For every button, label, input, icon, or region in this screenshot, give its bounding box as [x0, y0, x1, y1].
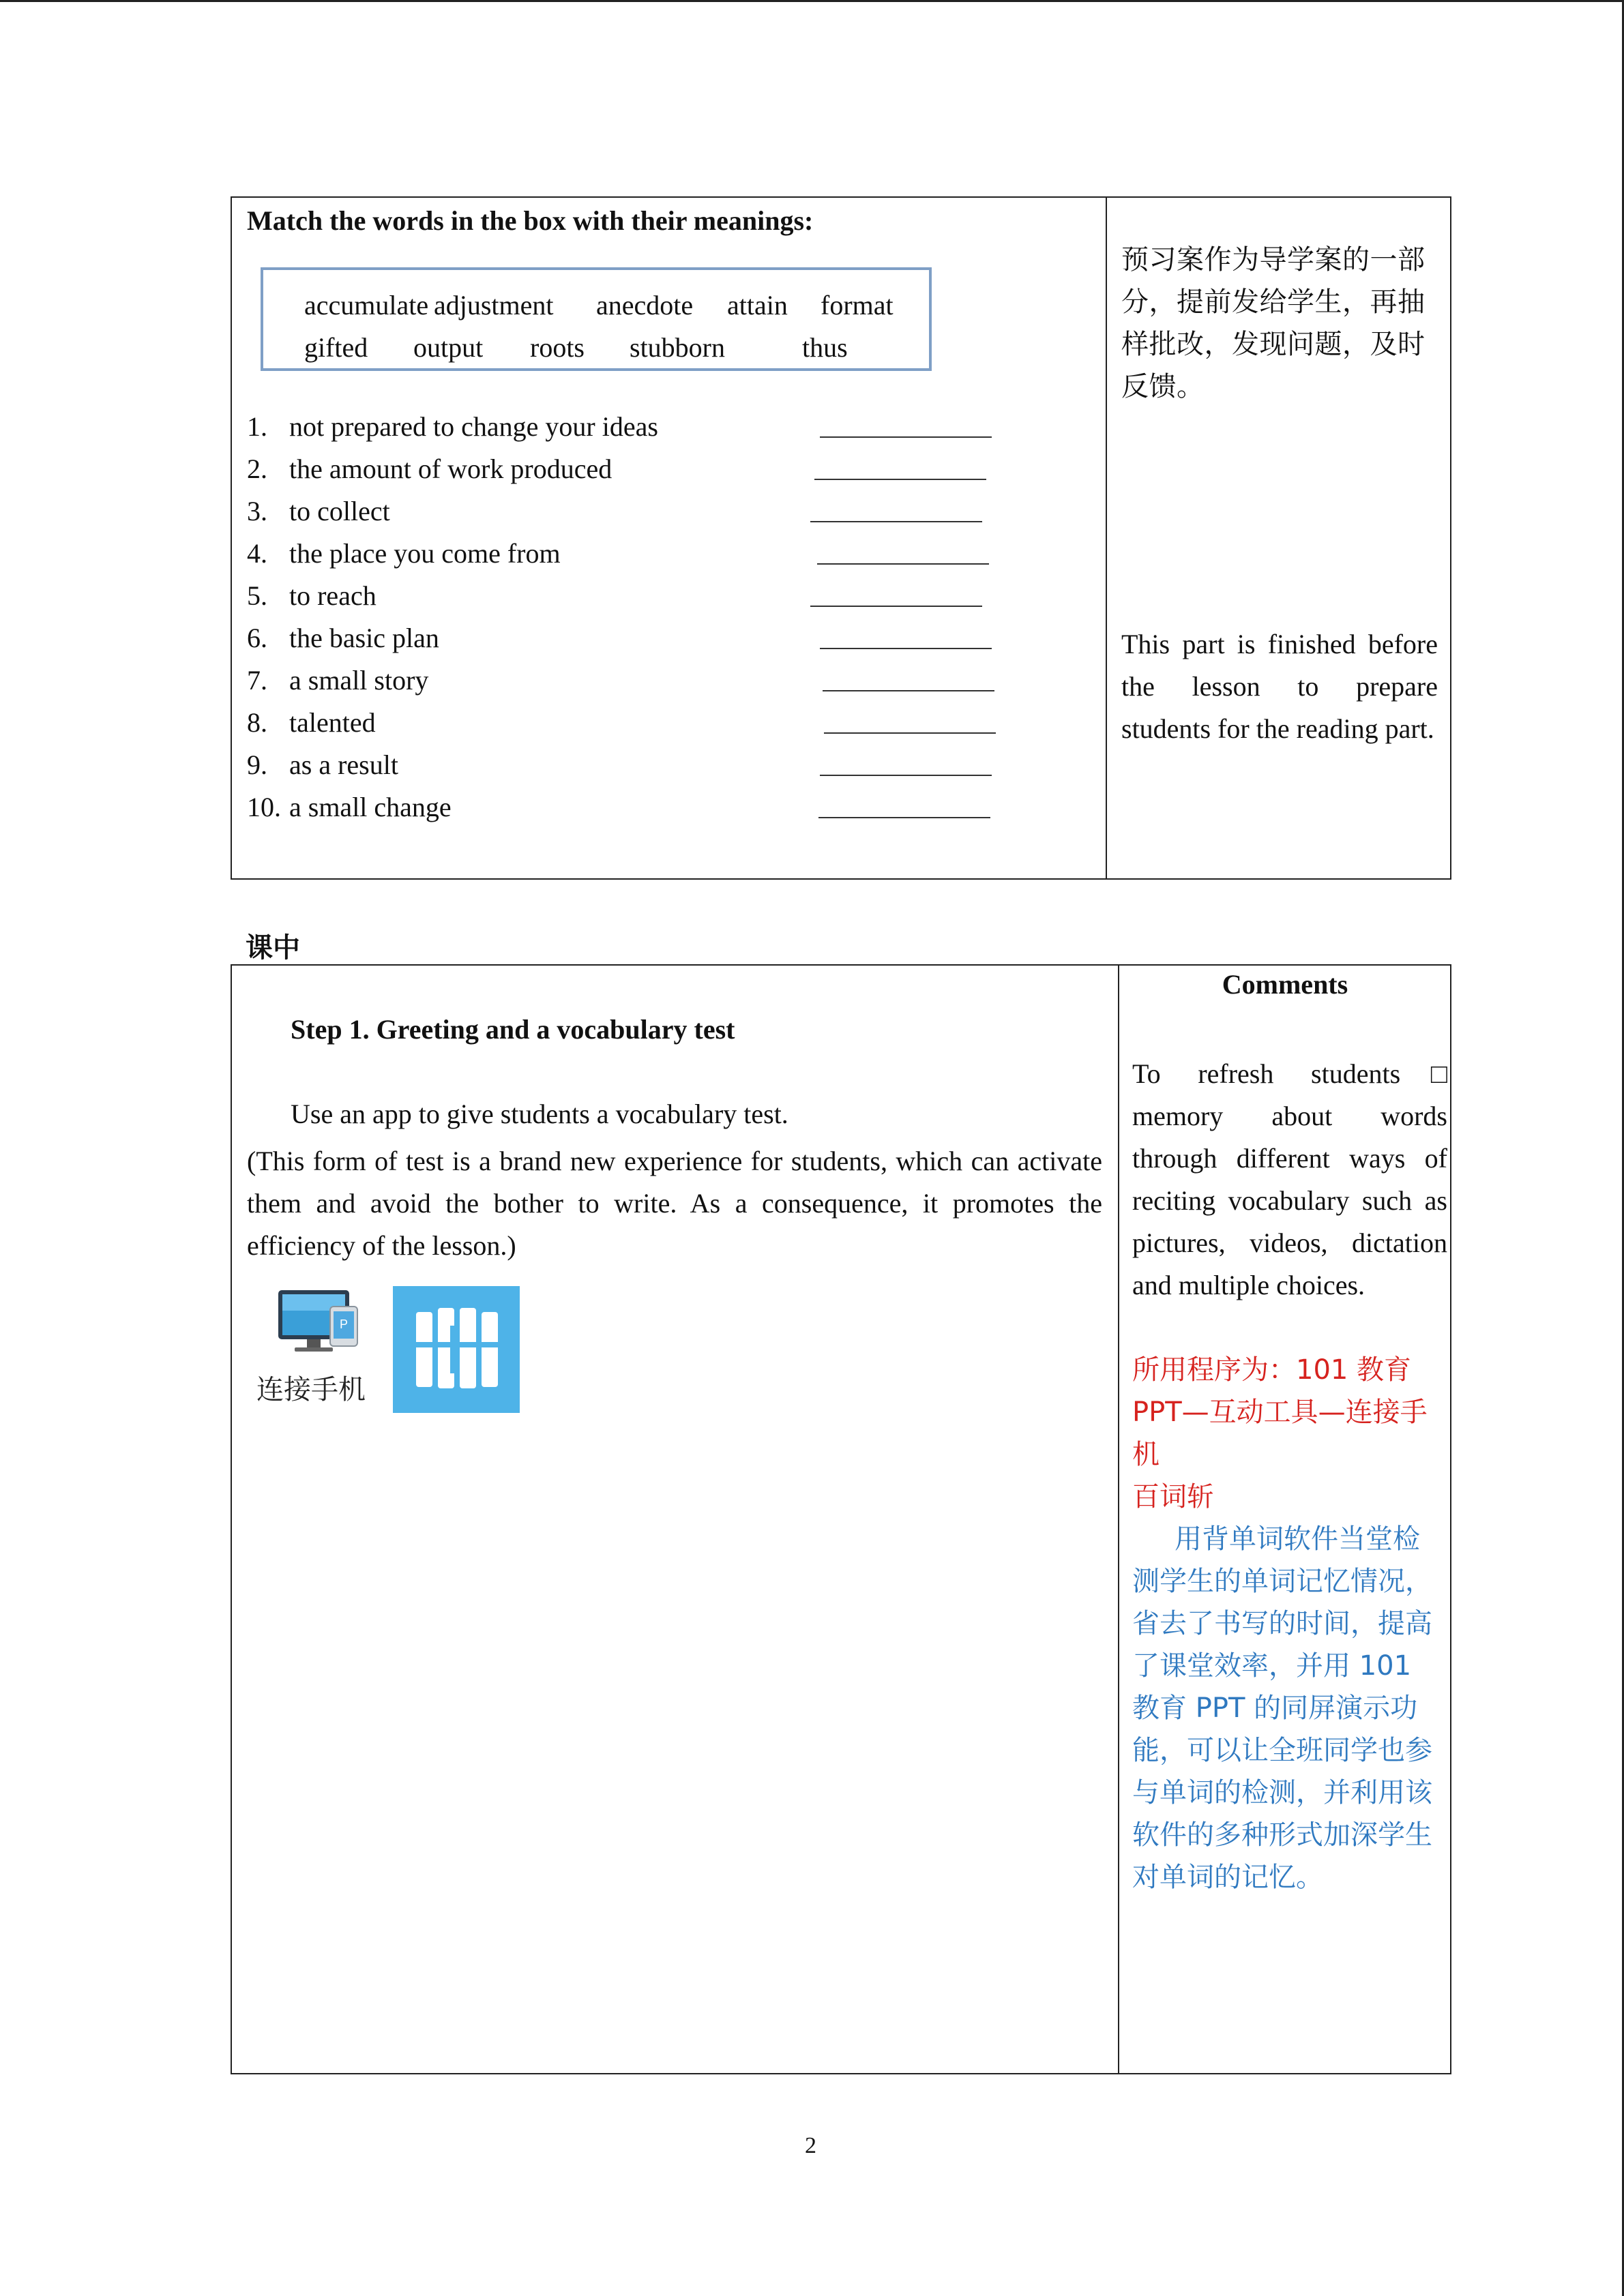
- answer-blank[interactable]: [820, 775, 992, 776]
- list-item: [247, 749, 997, 791]
- item-number: 8.: [247, 707, 267, 738]
- preview-note-english: This part is finished before the lesson to prepare students for the reading part.: [1121, 629, 1438, 744]
- comments-chinese: 用背单词软件当堂检测学生的单词记忆情况，省去了书写的时间，提高了课堂效率，并用 101 教育 PPT 的同屏演示功能，可以让全班同学也参与单词的检测，并利用该软件的多种形式加深学生对单词的记忆。: [1132, 1523, 1432, 1893]
- item-text: a small story: [289, 665, 429, 696]
- preview-note-chinese: 预习案作为导学案的一部分，提前发给学生，再抽样批改，发现问题，及时反馈。: [1121, 244, 1426, 402]
- list-item: [247, 706, 997, 749]
- step-note: (This form of test is a brand new experience for students, which can activate them and avoid the bother to write. As a consequence, it promotes the efficiency of the lesson.): [247, 1146, 1102, 1261]
- column-divider: [1106, 198, 1107, 878]
- item-text: as a result: [289, 749, 398, 780]
- comments-english: To refresh students□ memory about words through different ways of reciting vocabulary such as pictures, videos, dictation and multiple choices.: [1132, 1058, 1447, 1300]
- match-table: [231, 196, 1451, 880]
- item-number: 4.: [247, 538, 267, 569]
- answer-blank[interactable]: [810, 521, 982, 522]
- list-item: [247, 453, 997, 495]
- column-divider: [1118, 966, 1119, 2073]
- answer-blank[interactable]: [818, 817, 990, 818]
- list-item: [247, 411, 997, 453]
- list-item: [247, 791, 997, 833]
- answer-blank[interactable]: [814, 479, 986, 480]
- word-format: format: [821, 290, 894, 320]
- connect-phone-app-icon[interactable]: [256, 1286, 377, 1416]
- step-description: Use an app to give students a vocabulary test.: [291, 1099, 788, 1129]
- list-item: [247, 537, 997, 580]
- item-number: 7.: [247, 665, 267, 696]
- item-text: the basic plan: [289, 623, 439, 653]
- word-accumulate: accumulate: [304, 290, 429, 320]
- list-item: [247, 495, 997, 537]
- item-number: 2.: [247, 453, 267, 484]
- item-text: talented: [289, 707, 376, 738]
- answer-blank[interactable]: [820, 436, 992, 438]
- list-item: [247, 580, 997, 622]
- item-text: a small change: [289, 792, 452, 822]
- item-text: to reach: [289, 580, 377, 611]
- word-box: [261, 267, 932, 371]
- word-roots: roots: [530, 332, 585, 363]
- vocabulary-app-logo-icon: [393, 1286, 520, 1413]
- item-number: 5.: [247, 580, 267, 611]
- item-text: the place you come from: [289, 538, 561, 569]
- comments-program-path: [1132, 1349, 1453, 1518]
- section-label: 课中: [246, 932, 300, 964]
- word-attain: attain: [727, 290, 788, 320]
- step-title: Step 1. Greeting and a vocabulary test: [291, 1014, 735, 1045]
- baicizhan-app-icon[interactable]: [393, 1286, 520, 1413]
- page-number: 2: [805, 2133, 816, 2158]
- lesson-step-table: [231, 964, 1451, 2074]
- answer-blank[interactable]: [817, 563, 989, 565]
- page-top-border: [0, 0, 1624, 2]
- item-number: 6.: [247, 623, 267, 653]
- item-number: 9.: [247, 749, 267, 780]
- word-thus: thus: [802, 332, 848, 363]
- item-number: 3.: [247, 496, 267, 526]
- answer-blank[interactable]: [824, 732, 996, 734]
- app-name-line: 百词斩: [1132, 1481, 1214, 1512]
- answer-blank[interactable]: [820, 648, 992, 649]
- item-text: not prepared to change your ideas: [289, 411, 658, 442]
- item-text: the amount of work produced: [289, 453, 612, 484]
- word-adjustment: adjustment: [434, 290, 554, 320]
- word-output: output: [413, 332, 484, 363]
- svg-text:P: P: [339, 1317, 349, 1331]
- item-text: to collect: [289, 496, 390, 526]
- app-label: 连接手机: [256, 1374, 366, 1405]
- word-gifted: gifted: [304, 332, 368, 363]
- item-number: 1.: [247, 411, 267, 442]
- answer-blank[interactable]: [823, 690, 994, 691]
- program-path-line: 所用程序为：101 教育 PPT—互动工具—连接手机: [1132, 1354, 1428, 1470]
- list-item: [247, 664, 997, 706]
- list-item: [247, 622, 997, 664]
- word-stubborn: stubborn: [630, 332, 725, 363]
- comments-heading: Comments: [1222, 969, 1348, 1000]
- item-number: 10.: [247, 792, 281, 822]
- match-instructions: Match the words in the box with their meanings:: [247, 205, 814, 236]
- answer-blank[interactable]: [810, 606, 982, 607]
- word-anecdote: anecdote: [596, 290, 694, 320]
